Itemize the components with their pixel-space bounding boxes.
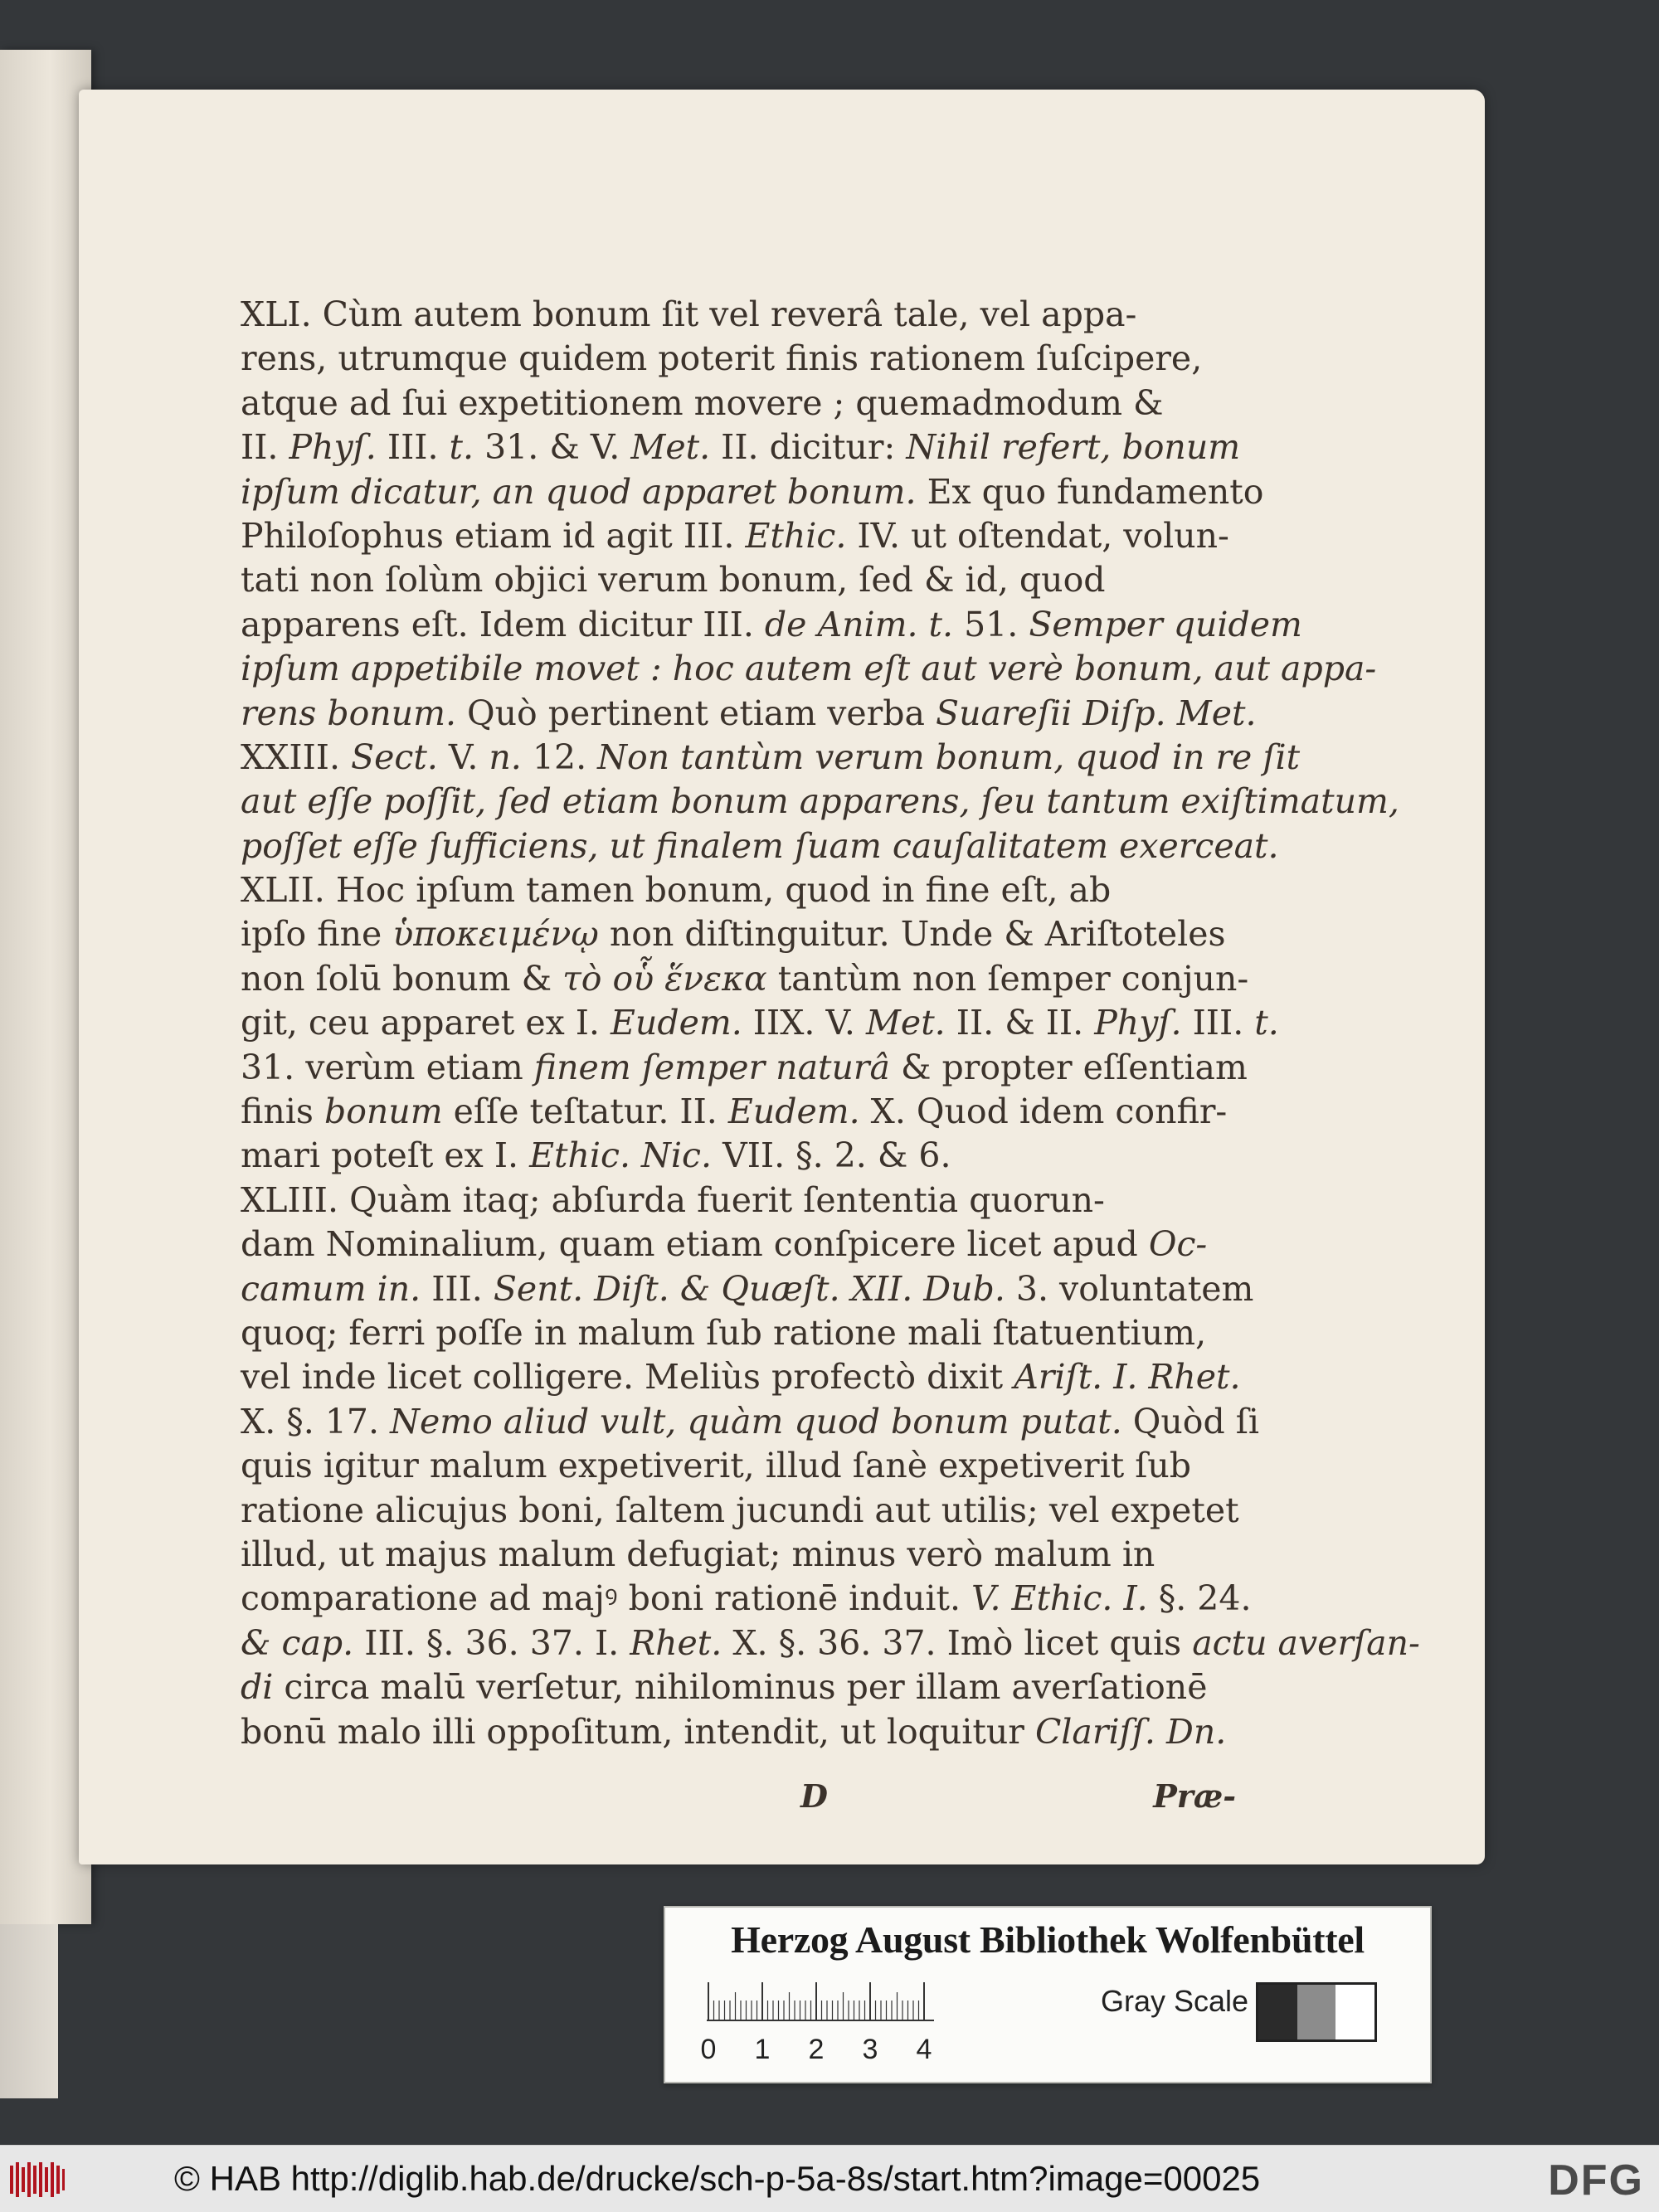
text-span: de Anim. t. [764, 604, 954, 644]
text-line [241, 1311, 1253, 1355]
text-span: quoq; ferri poſſe in malum ſub ratione mali ſtatuentium, [241, 1312, 1207, 1353]
text-span: bonū malo illi oppoſitum, intendit, ut loquitur [241, 1711, 1035, 1752]
gray-patch [1297, 1985, 1336, 2039]
page-text [241, 293, 1420, 1754]
text-span: III. [421, 1268, 494, 1309]
text-span: Eudem. [727, 1091, 860, 1132]
text-span: ipſum appetibile movet : hoc autem eſt aut verè bonum, aut appa- [241, 649, 1377, 689]
text-span: VII. §. 2. & 6. [712, 1135, 951, 1176]
gray-scale-label: Gray Scale [1101, 1984, 1249, 2018]
color-calibration-card [664, 1906, 1432, 2083]
text-span: apparens eſt. Idem dicitur III. [241, 604, 765, 644]
text-span: circa malū verſetur, nihilominus per illam averſationē [273, 1667, 1208, 1708]
ruler-number: 1 [754, 2034, 771, 2065]
text-span: Semper quidem [1029, 604, 1302, 644]
text-line [241, 1489, 1253, 1533]
text-span: Phyſ. [289, 427, 377, 468]
text-line [241, 868, 1253, 912]
hab-logo-icon [8, 2161, 66, 2199]
text-line [241, 692, 1257, 736]
text-line [241, 1267, 1253, 1311]
text-span: Philoſophus etiam id agit III. [241, 515, 746, 556]
text-span: Phyſ. [1094, 1003, 1182, 1043]
text-span: Quò pertinent etiam verba [456, 693, 937, 733]
text-span: IV. ut oſtendat, volun- [846, 515, 1229, 556]
text-line [241, 1621, 1420, 1665]
text-span: tantùm non ſemper conjun- [766, 958, 1249, 999]
text-line [241, 1046, 1253, 1090]
text-span: non ſolū bonum & [241, 958, 563, 999]
text-span: Sect. [351, 737, 438, 777]
text-span: poſſet eſſe ſufficiens, ut finalem ſuam cauſalitatem exerceat. [241, 825, 1279, 866]
text-span: comparatione ad majꝰ boni rationē induit. [241, 1578, 972, 1619]
text-span: Oc- [1148, 1224, 1208, 1265]
signature-mark: D [800, 1777, 828, 1815]
text-span: XLI. Cùm autem bonum ſit vel reverâ tale, vel appa- [241, 294, 1137, 334]
text-line [241, 1533, 1253, 1577]
text-span: X. Quod idem confir- [859, 1091, 1228, 1132]
text-span: 3. voluntatem [1005, 1268, 1254, 1309]
text-span: Suareſii Diſp. Met. [936, 693, 1257, 733]
text-span: n. [489, 737, 522, 777]
text-line [241, 1400, 1260, 1444]
text-line [241, 1223, 1253, 1266]
text-span: IIX. V. [742, 1003, 866, 1043]
text-line [241, 647, 1377, 691]
text-span: bonum [324, 1091, 443, 1132]
text-line [241, 1001, 1279, 1045]
text-span: Sent. Diſt. & Quæſt. XII. Dub. [493, 1268, 1005, 1309]
text-line [241, 1665, 1253, 1709]
text-span: V. Ethic. I. [971, 1578, 1148, 1619]
text-span: Ethic. Nic. [529, 1135, 713, 1176]
text-span: rens, utrumque quidem poterit finis rationem ſuſcipere, [241, 338, 1203, 379]
text-span: Rhet. [630, 1622, 722, 1663]
catchword: Præ- [1153, 1777, 1236, 1815]
book-page [79, 90, 1485, 1864]
text-span: 31. verùm etiam [241, 1047, 534, 1087]
text-line [241, 1444, 1253, 1488]
text-span: II. dicitur: [710, 427, 907, 468]
previous-page-edge [0, 50, 91, 1924]
text-line [241, 1710, 1253, 1754]
text-span: Eudem. [611, 1003, 742, 1043]
text-span: Non tantùm verum bonum, quod in re ſit [597, 737, 1301, 777]
text-span: actu averſan- [1192, 1622, 1420, 1663]
text-span: V. [437, 737, 489, 777]
text-span: Ex quo fundamento [916, 471, 1264, 512]
text-line [241, 1355, 1253, 1399]
text-span: Ethic. [745, 515, 847, 556]
ruler-number: 0 [700, 2034, 717, 2065]
text-line [241, 912, 1253, 956]
text-line [241, 1090, 1253, 1134]
text-span: XLIII. Quàm itaq; abſurda fuerit ſententia quorun- [241, 1179, 1105, 1220]
text-span: ipſo fine [241, 914, 393, 955]
ruler-number: 2 [808, 2034, 825, 2065]
text-span: vel inde licet colligere. Meliùs profectò dixit [241, 1357, 1014, 1398]
text-span: III. [1181, 1003, 1255, 1043]
text-line [241, 736, 1301, 780]
text-span: dam Nominalium, quam etiam conſpicere licet apud [241, 1224, 1149, 1265]
text-span: II. & II. [945, 1003, 1095, 1043]
text-span: rens bonum. [241, 693, 456, 733]
text-span: t. [449, 427, 474, 468]
text-line [241, 1179, 1253, 1223]
text-span: 51. [953, 604, 1029, 644]
ruler-number: 3 [862, 2034, 878, 2065]
text-span: §. 24. [1147, 1578, 1252, 1619]
text-span: τὸ οὗ ἕνεκα [562, 958, 767, 999]
text-span: Clariſſ. Dn. [1034, 1711, 1227, 1752]
text-span: ipſum dicatur, an quod apparet bonum. [241, 471, 917, 512]
ruler-number: 4 [916, 2034, 932, 2065]
library-name: Herzog August Bibliothek Wolfenbüttel [731, 1918, 1365, 1961]
text-span: git, ceu apparet ex I. [241, 1003, 611, 1043]
text-line [241, 337, 1253, 381]
text-line [241, 1134, 1253, 1178]
text-span: ratione alicujus boni, ſaltem jucundi aut utilis; vel expetet [241, 1490, 1239, 1530]
text-span: Nihil refert, bonum [906, 427, 1241, 468]
text-span: Nemo aliud vult, quàm quod bonum putat. [390, 1401, 1122, 1441]
text-span: & propter eſſentiam [889, 1047, 1248, 1087]
text-line [241, 603, 1302, 647]
text-span: di [241, 1667, 274, 1708]
text-span: finem ſemper naturâ [533, 1047, 890, 1087]
gray-patch [1335, 1985, 1374, 2039]
text-span: tati non ſolùm objici verum bonum, ſed & id, quod [241, 560, 1106, 600]
text-span: atque ad ſui expetitionem movere ; quemadmodum & [241, 382, 1164, 423]
text-line [241, 514, 1253, 558]
text-span: Quòd ſi [1121, 1401, 1260, 1441]
text-span: X. §. 17. [241, 1401, 391, 1441]
text-line [241, 425, 1253, 469]
text-line [241, 957, 1253, 1001]
text-span: ὑποκειμένῳ [392, 914, 599, 955]
text-span: 31. & V. [474, 427, 631, 468]
text-span: quis igitur malum expetiverit, illud ſanè expetiverit ſub [241, 1446, 1192, 1486]
text-line [241, 558, 1253, 602]
ruler-scale [700, 1979, 941, 2027]
text-span: illud, ut majus malum defugiat; minus verò malum in [241, 1534, 1155, 1574]
text-span: II. [241, 427, 289, 468]
text-span: XLII. Hoc ipſum tamen bonum, quod in fine eſt, ab [241, 870, 1112, 911]
text-span: III. §. 36. 37. I. [353, 1622, 630, 1663]
text-span: mari poteſt ex I. [241, 1135, 530, 1176]
previous-page-edge-lower [0, 1924, 58, 2098]
footer-bar [0, 2145, 1659, 2212]
text-span: aut eſſe poſſit, ſed etiam bonum apparens, ſeu tantum exiſtimatum, [241, 781, 1399, 822]
text-line [241, 382, 1253, 425]
text-span: Met. [865, 1003, 946, 1043]
text-span: & cap. [241, 1622, 354, 1663]
text-line [241, 780, 1399, 824]
text-span: XXIII. [241, 737, 352, 777]
text-span: III. [376, 427, 450, 468]
text-span: X. §. 36. 37. Imò licet quis [722, 1622, 1193, 1663]
text-span: 12. [521, 737, 598, 777]
text-span: Met. [630, 427, 711, 468]
page-footer-line [241, 1777, 1244, 1819]
text-line [241, 824, 1279, 868]
gray-patch [1258, 1985, 1297, 2039]
text-line [241, 293, 1253, 337]
dfg-logo: DFG [1548, 2156, 1644, 2205]
gray-scale-patches [1256, 1982, 1377, 2042]
text-line [241, 1577, 1253, 1621]
text-span: t. [1254, 1003, 1279, 1043]
text-line [241, 470, 1264, 514]
text-span: finis [241, 1091, 324, 1132]
text-span: camum in. [241, 1268, 421, 1309]
text-span: eſſe teſtatur. II. [442, 1091, 728, 1132]
copyright-url[interactable]: © HAB http://diglib.hab.de/drucke/sch-p-5a-8s/start.htm?image=00025 [174, 2159, 1261, 2198]
text-span: non diſtinguitur. Unde & Ariſtoteles [598, 914, 1226, 955]
text-span: Ariſt. I. Rhet. [1014, 1357, 1241, 1398]
